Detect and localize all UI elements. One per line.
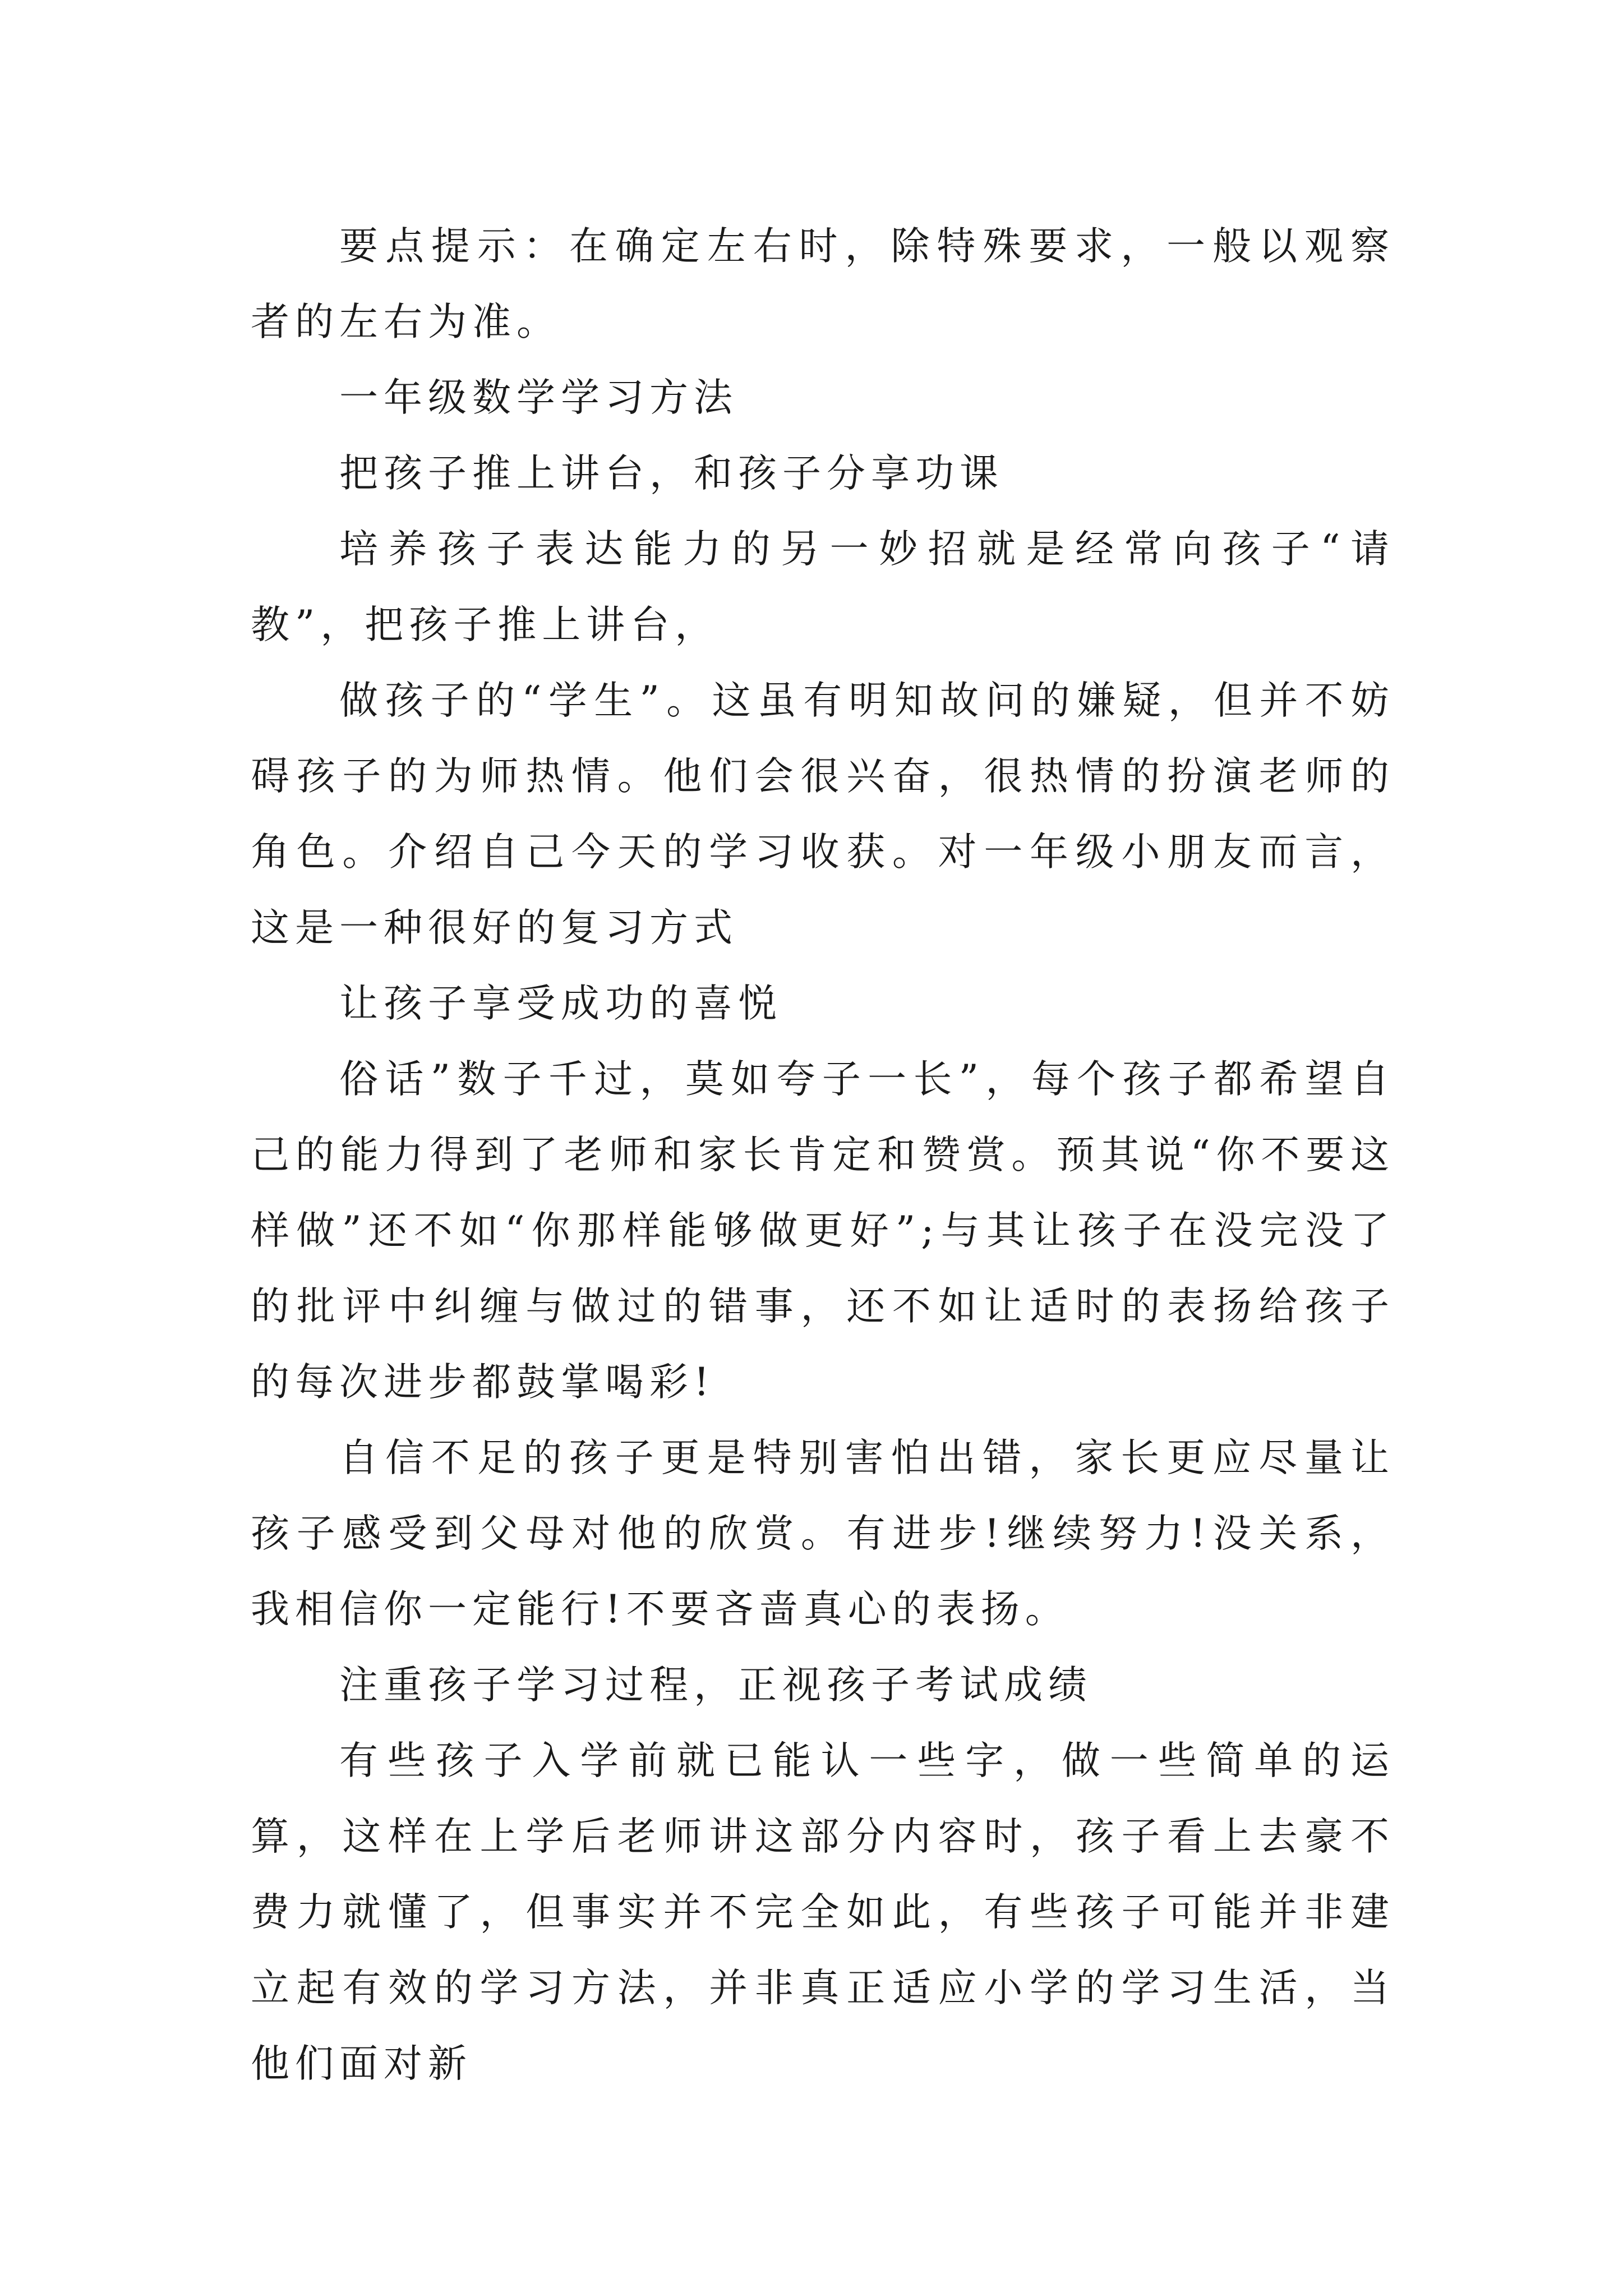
- tip-paragraph: 要点提示：在确定左右时，除特殊要求，一般以观察者的左右为准。: [251, 224, 1395, 344]
- body-paragraph: 做孩子的“学生”。这虽有明知故问的嫌疑，但并不妨碍孩子的为师热情。他们会很兴奋，很热情的扮演老师的角色。介绍自己今天的学习收获。对一年级小朋友而言，这是一种很好的复习方式: [251, 678, 1395, 950]
- body-paragraph: 培养孩子表达能力的另一妙招就是经常向孩子“请教”，把孩子推上讲台，: [251, 527, 1395, 647]
- body-paragraph: 有些孩子入学前就已能认一些字，做一些简单的运算，这样在上学后老师讲这部分内容时，孩子看上去豪不费力就懂了，但事实并不完全如此，有些孩子可能并非建立起有效的学习方法，并非真正适应小学的学习生活，当他们面对新: [251, 1738, 1395, 2086]
- body-paragraph: 俗话”数子千过，莫如夸子一长”，每个孩子都希望自己的能力得到了老师和家长肯定和赞赏。预其说“你不要这样做”还不如“你那样能够做更好”;与其让孩子在没完没了的批评中纠缠与做过的错事，还不如让适时的表扬给孩子的每次进步都鼓掌喝彩!: [251, 1057, 1395, 1405]
- subheading: 让孩子享受成功的喜悦: [339, 981, 782, 1026]
- body-paragraph: 自信不足的孩子更是特别害怕出错，家长更应尽量让孩子感受到父母对他的欣赏。有进步!继续努力!没关系，我相信你一定能行!不要吝啬真心的表扬。: [251, 1435, 1395, 1632]
- subheading: 注重孩子学习过程，正视孩子考试成绩: [339, 1663, 1092, 1708]
- section-heading: 一年级数学学习方法: [339, 375, 738, 420]
- subheading: 把孩子推上讲台，和孩子分享功课: [339, 451, 1004, 496]
- document-body: [251, 209, 1395, 2102]
